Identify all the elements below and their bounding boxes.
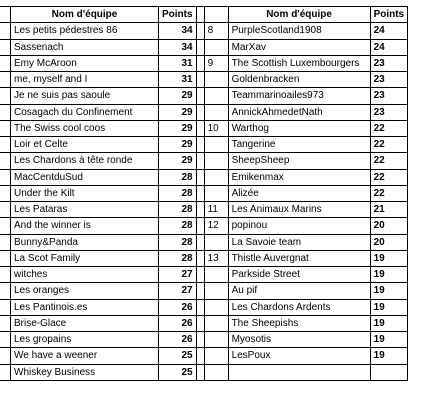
table-row: [0, 169, 408, 185]
table-body: [0, 23, 408, 381]
points-left-cell: 27: [159, 267, 197, 283]
team-name-right-cell: Les Chardons Ardents: [228, 299, 370, 315]
table-row: [0, 332, 408, 348]
rank-right-cell: [204, 72, 228, 88]
column-gap-cell: [196, 315, 204, 331]
table-row: [0, 283, 408, 299]
team-name-right-cell: The Scottish Luxembourgers: [228, 55, 370, 71]
column-gap-cell: [196, 283, 204, 299]
rank-left-cell: [0, 55, 11, 71]
points-left-cell: 29: [159, 120, 197, 136]
header-row: [0, 7, 408, 23]
rank-right-cell: 8: [204, 23, 228, 39]
rank-left-cell: [0, 234, 11, 250]
table-row: [0, 202, 408, 218]
column-gap-cell: [196, 348, 204, 364]
rank-right-cell: [204, 185, 228, 201]
team-name-right-cell: Goldenbracken: [228, 72, 370, 88]
header-team-name-right: Nom d'équipe: [228, 7, 370, 23]
column-gap-cell: [196, 88, 204, 104]
team-name-right-cell: Teammarinoailes973: [228, 88, 370, 104]
column-gap-cell: [196, 39, 204, 55]
rank-left-cell: [0, 364, 11, 380]
points-left-cell: 28: [159, 169, 197, 185]
table-row: [0, 104, 408, 120]
rank-left-cell: [0, 185, 11, 201]
team-name-left-cell: Je ne suis pas saoule: [11, 88, 159, 104]
points-right-cell: 22: [370, 185, 408, 201]
rank-left-cell: [0, 299, 11, 315]
rank-right-cell: [204, 348, 228, 364]
points-right-cell: 19: [370, 283, 408, 299]
column-gap-cell: [196, 72, 204, 88]
points-left-cell: 26: [159, 315, 197, 331]
points-right-cell: 23: [370, 104, 408, 120]
table-row: [0, 23, 408, 39]
team-name-left-cell: La Scot Family: [11, 250, 159, 266]
points-right-cell: 19: [370, 348, 408, 364]
team-name-left-cell: Whiskey Business: [11, 364, 159, 380]
team-name-right-cell: Emikenmax: [228, 169, 370, 185]
team-name-left-cell: Sassenach: [11, 39, 159, 55]
table-row: [0, 88, 408, 104]
points-right-cell: 21: [370, 202, 408, 218]
team-name-right-cell: MarXav: [228, 39, 370, 55]
table-row: [0, 267, 408, 283]
points-left-cell: 31: [159, 55, 197, 71]
team-name-left-cell: Brise-Glace: [11, 315, 159, 331]
team-name-right-cell: PurpleScotland1908: [228, 23, 370, 39]
header-rank-left: [0, 7, 11, 23]
team-name-right-cell: AnnickAhmedetNath: [228, 104, 370, 120]
team-name-left-cell: Bunny&Panda: [11, 234, 159, 250]
points-right-cell: 19: [370, 299, 408, 315]
team-name-right-cell: La Savoie team: [228, 234, 370, 250]
table-row: [0, 39, 408, 55]
table-row: [0, 72, 408, 88]
results-sheet: [0, 6, 436, 381]
header-points-right: Points: [370, 7, 408, 23]
team-name-right-cell: popinou: [228, 218, 370, 234]
points-right-cell: 22: [370, 137, 408, 153]
results-table: [0, 6, 408, 381]
team-name-left-cell: me, myself and I: [11, 72, 159, 88]
table-row: [0, 250, 408, 266]
team-name-left-cell: Les Chardons à tête ronde: [11, 153, 159, 169]
points-left-cell: 26: [159, 299, 197, 315]
column-gap-cell: [196, 218, 204, 234]
column-gap-cell: [196, 202, 204, 218]
points-left-cell: 25: [159, 364, 197, 380]
points-left-cell: 27: [159, 283, 197, 299]
team-name-right-cell: Parkside Street: [228, 267, 370, 283]
rank-left-cell: [0, 88, 11, 104]
points-right-cell: 24: [370, 39, 408, 55]
points-left-cell: 29: [159, 137, 197, 153]
rank-right-cell: 10: [204, 120, 228, 136]
column-gap: [196, 7, 204, 23]
rank-right-cell: [204, 267, 228, 283]
points-left-cell: 34: [159, 23, 197, 39]
points-right-cell: 19: [370, 267, 408, 283]
table-row: [0, 55, 408, 71]
team-name-right-cell: Les Animaux Marins: [228, 202, 370, 218]
rank-left-cell: [0, 169, 11, 185]
rank-right-cell: [204, 104, 228, 120]
column-gap-cell: [196, 120, 204, 136]
rank-left-cell: [0, 315, 11, 331]
team-name-left-cell: We have a weener: [11, 348, 159, 364]
rank-left-cell: [0, 153, 11, 169]
points-right-cell: 24: [370, 23, 408, 39]
points-right-cell: 19: [370, 250, 408, 266]
team-name-left-cell: Les oranges: [11, 283, 159, 299]
table-row: [0, 364, 408, 380]
rank-left-cell: [0, 23, 11, 39]
rank-right-cell: [204, 299, 228, 315]
rank-left-cell: [0, 72, 11, 88]
column-gap-cell: [196, 267, 204, 283]
rank-right-cell: [204, 39, 228, 55]
points-right-cell: 23: [370, 72, 408, 88]
team-name-right-cell: [228, 364, 370, 380]
rank-right-cell: [204, 332, 228, 348]
points-right-cell: 22: [370, 120, 408, 136]
rank-right-cell: [204, 234, 228, 250]
column-gap-cell: [196, 234, 204, 250]
table-row: [0, 137, 408, 153]
team-name-left-cell: Cosagach du Confinement: [11, 104, 159, 120]
points-right-cell: 22: [370, 169, 408, 185]
table-row: [0, 185, 408, 201]
team-name-left-cell: Les Pantinois.es: [11, 299, 159, 315]
points-left-cell: 25: [159, 348, 197, 364]
team-name-right-cell: Thistle Auvergnat: [228, 250, 370, 266]
rank-right-cell: [204, 364, 228, 380]
team-name-right-cell: The Sheepishs: [228, 315, 370, 331]
rank-left-cell: [0, 137, 11, 153]
team-name-left-cell: Loir et Celte: [11, 137, 159, 153]
points-left-cell: 29: [159, 88, 197, 104]
table-row: [0, 315, 408, 331]
team-name-right-cell: LesPoux: [228, 348, 370, 364]
points-right-cell: 20: [370, 218, 408, 234]
rank-left-cell: [0, 120, 11, 136]
team-name-right-cell: Myosotis: [228, 332, 370, 348]
rank-left-cell: [0, 250, 11, 266]
points-right-cell: 19: [370, 332, 408, 348]
rank-right-cell: 9: [204, 55, 228, 71]
points-left-cell: 28: [159, 234, 197, 250]
points-left-cell: 28: [159, 202, 197, 218]
points-left-cell: 28: [159, 250, 197, 266]
table-row: [0, 299, 408, 315]
points-left-cell: 31: [159, 72, 197, 88]
rank-right-cell: [204, 169, 228, 185]
points-left-cell: 34: [159, 39, 197, 55]
column-gap-cell: [196, 169, 204, 185]
column-gap-cell: [196, 55, 204, 71]
header-team-name-left: Nom d'équipe: [11, 7, 159, 23]
points-left-cell: 28: [159, 185, 197, 201]
table-row: [0, 153, 408, 169]
column-gap-cell: [196, 104, 204, 120]
header-rank-right: [204, 7, 228, 23]
table-row: [0, 234, 408, 250]
header-points-left: Points: [159, 7, 197, 23]
points-right-cell: 20: [370, 234, 408, 250]
points-right-cell: 19: [370, 315, 408, 331]
team-name-left-cell: Les petits pédestres 86: [11, 23, 159, 39]
team-name-right-cell: Au pif: [228, 283, 370, 299]
rank-left-cell: [0, 218, 11, 234]
points-right-cell: [370, 364, 408, 380]
rank-right-cell: 12: [204, 218, 228, 234]
team-name-right-cell: Tangerine: [228, 137, 370, 153]
column-gap-cell: [196, 153, 204, 169]
rank-right-cell: [204, 88, 228, 104]
column-gap-cell: [196, 137, 204, 153]
points-right-cell: 23: [370, 88, 408, 104]
column-gap-cell: [196, 250, 204, 266]
rank-right-cell: 11: [204, 202, 228, 218]
column-gap-cell: [196, 23, 204, 39]
team-name-left-cell: Les gropains: [11, 332, 159, 348]
team-name-right-cell: SheepSheep: [228, 153, 370, 169]
points-left-cell: 26: [159, 332, 197, 348]
rank-left-cell: [0, 104, 11, 120]
points-left-cell: 29: [159, 104, 197, 120]
table-row: [0, 218, 408, 234]
rank-left-cell: [0, 283, 11, 299]
team-name-left-cell: And the winner is: [11, 218, 159, 234]
table-row: [0, 120, 408, 136]
team-name-left-cell: witches: [11, 267, 159, 283]
rank-left-cell: [0, 39, 11, 55]
points-left-cell: 28: [159, 218, 197, 234]
rank-right-cell: [204, 137, 228, 153]
rank-right-cell: [204, 315, 228, 331]
rank-left-cell: [0, 202, 11, 218]
team-name-left-cell: Emy McAroon: [11, 55, 159, 71]
table-row: [0, 348, 408, 364]
rank-left-cell: [0, 267, 11, 283]
team-name-right-cell: Alizée: [228, 185, 370, 201]
rank-left-cell: [0, 348, 11, 364]
team-name-right-cell: Warthog: [228, 120, 370, 136]
rank-right-cell: [204, 283, 228, 299]
team-name-left-cell: MacCentduSud: [11, 169, 159, 185]
column-gap-cell: [196, 185, 204, 201]
points-right-cell: 22: [370, 153, 408, 169]
rank-left-cell: [0, 332, 11, 348]
points-left-cell: 29: [159, 153, 197, 169]
team-name-left-cell: The Swiss cool coos: [11, 120, 159, 136]
rank-right-cell: [204, 153, 228, 169]
column-gap-cell: [196, 364, 204, 380]
team-name-left-cell: Under the Kilt: [11, 185, 159, 201]
team-name-left-cell: Les Pataras: [11, 202, 159, 218]
rank-right-cell: 13: [204, 250, 228, 266]
points-right-cell: 23: [370, 55, 408, 71]
column-gap-cell: [196, 332, 204, 348]
column-gap-cell: [196, 299, 204, 315]
